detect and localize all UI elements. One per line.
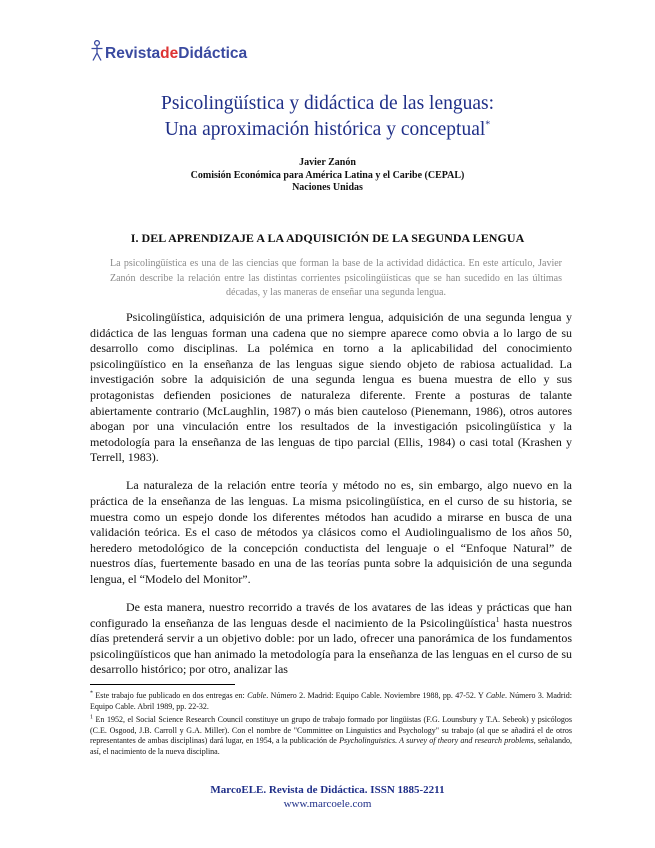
footnote-1 [90, 715, 572, 757]
logo-word-didactica: Didáctica [178, 45, 248, 62]
footnote-1-book-title: Psycholinguistics. A survey of theory and research problems [339, 736, 534, 745]
footnote-1-mark: 1 [90, 714, 93, 721]
footnote-divider [90, 684, 235, 685]
footnotes [90, 691, 572, 760]
footnote-1-text-b: , señalando, así, el nacimiento de la nueva disciplina. [90, 736, 572, 756]
footnote-star-text-b: . Número 2. Madrid: Equipo Cable. Noviembre 1988, pp. 47-52. Y [266, 691, 486, 700]
title-line-2 [0, 117, 655, 143]
footnote-star-cable-1: Cable [247, 691, 267, 700]
author-affiliation: Comisión Económica para América Latina y el Caribe (CEPAL) [190, 169, 465, 181]
logo-word-revista: Revista [105, 45, 161, 62]
title-line-1: Psicolingüística y didáctica de las lenguas: [160, 93, 495, 114]
body-paragraph-2: La naturaleza de la relación entre teoría y método no es, sin embargo, algo nuevo en la práctica de la enseñanza de las lenguas. La misma psicolingüística, en el curso de su historia, se muestra como un espejo donde los diferentes métodos han acudido a mirarse en busca de una validación teórica. Es el caso de métodos ya clásicos como el Audiolingualismo de los años 50, heredero metodológico de la concepción conductista del lenguaje o el “Enfoque Natural” de nuestros días, fuertemente basado en una de las teorías punta sobre la adquisición de una segunda lengua, el “Modelo del Monitor”. [90, 478, 572, 586]
title-line-2-text: Una aproximación histórica y conceptual [164, 119, 486, 140]
footnote-star [90, 691, 572, 712]
footnote-1-text-a: En 1952, el Social Science Research Council constituye un grupo de trabajo formado por lingüistas (F.G. Lounsbury y T.A. Sebeok) y psicólogos (C.E. Osgood, J.B. Carroll y G.A. Miller). Con el nombre de "Committee on Linguistics and Psychology" su trabajo (al que se añadirá el de otros representantes de ambas disciplinas) dará lugar, en 1954, a la publicación de [90, 715, 573, 745]
footnote-star-text-a: Este trabajo fue publicado en dos entregas en: [95, 691, 248, 700]
body-paragraph-3-part-b: hasta nuestros días pretenderá servir a un objetivo doble: por un lado, ofrecer una panorámica de los fundamentos psicolingüísticos que han animado la metodología para la enseñanza de las lenguas en el curso de su desarrollo histórico; por otro, analizar las [90, 615, 573, 677]
human-figure-icon [90, 40, 104, 62]
article-body [90, 310, 572, 678]
body-paragraph-3-part-a: De esta manera, nuestro recorrido a través de los avatares de las ideas y prácticas que han configurado la enseñanza de las lenguas desde el nacimiento de la Psicolingüística [90, 600, 572, 630]
body-paragraph-3 [90, 600, 572, 678]
footnote-star-mark: * [90, 690, 93, 697]
page-footer [0, 783, 655, 811]
abstract: La psicolingüística es una de las ciencias que forman la base de la actividad didáctica. En este artículo, Javier Zanón describe la relación entre las distintas corrientes psicolingüísticas que se han sucedido en las últimas décadas, y las maneras de enseñar una segunda lengua. [110, 258, 562, 298]
author-organization: Naciones Unidas [292, 182, 363, 193]
logo-word-de: de [160, 45, 179, 62]
footer-url-link[interactable]: www.marcoele.com [283, 798, 372, 810]
section-heading: I. DEL APRENDIZAJE A LA ADQUISICIÓN DE LA SEGUNDA LENGUA [130, 231, 525, 245]
article-title [0, 91, 655, 143]
author-block [0, 157, 655, 195]
footnote-star-cable-2: Cable [485, 691, 505, 700]
body-paragraph-1: Psicolingüística, adquisición de una primera lengua, adquisición de una segunda lengua y didáctica de las lenguas forman una cadena que no siempre aparece como obvia a lo largo de su desarrollo como disciplinas. La polémica en torno a la aplicabilidad del conocimiento psicolingüístico en la enseñanza de las lenguas sigue siendo objeto de rabiosa actualidad. La investigación sobre la adquisición de una segunda lengua es buena muestra de ello y sus protagonistas defienden posiciones de naturaleza diferente. Frente a posturas de talante abiertamente contrario (McLaughlin, 1987) o más bien cauteloso (Pienemann, 1986), otros autores abogan por una vinculación entre los resultados de la investigación psicolingüística y la metodología para la enseñanza de las lenguas de tipo parcial (Ellis, 1984) o casi total (Krashen y Terrell, 1983). [90, 310, 572, 465]
author-name: Javier Zanón [299, 157, 356, 168]
footnote-star-text-c: . Número 3. Madrid: Equipo Cable. Abril 1989, pp. 22-32. [90, 691, 573, 711]
footer-journal: MarcoELE. Revista de Didáctica. ISSN 1885-2211 [210, 784, 445, 796]
journal-logo [90, 40, 247, 63]
title-footnote-mark: * [485, 119, 491, 131]
footnote-ref-1[interactable]: 1 [495, 614, 500, 624]
